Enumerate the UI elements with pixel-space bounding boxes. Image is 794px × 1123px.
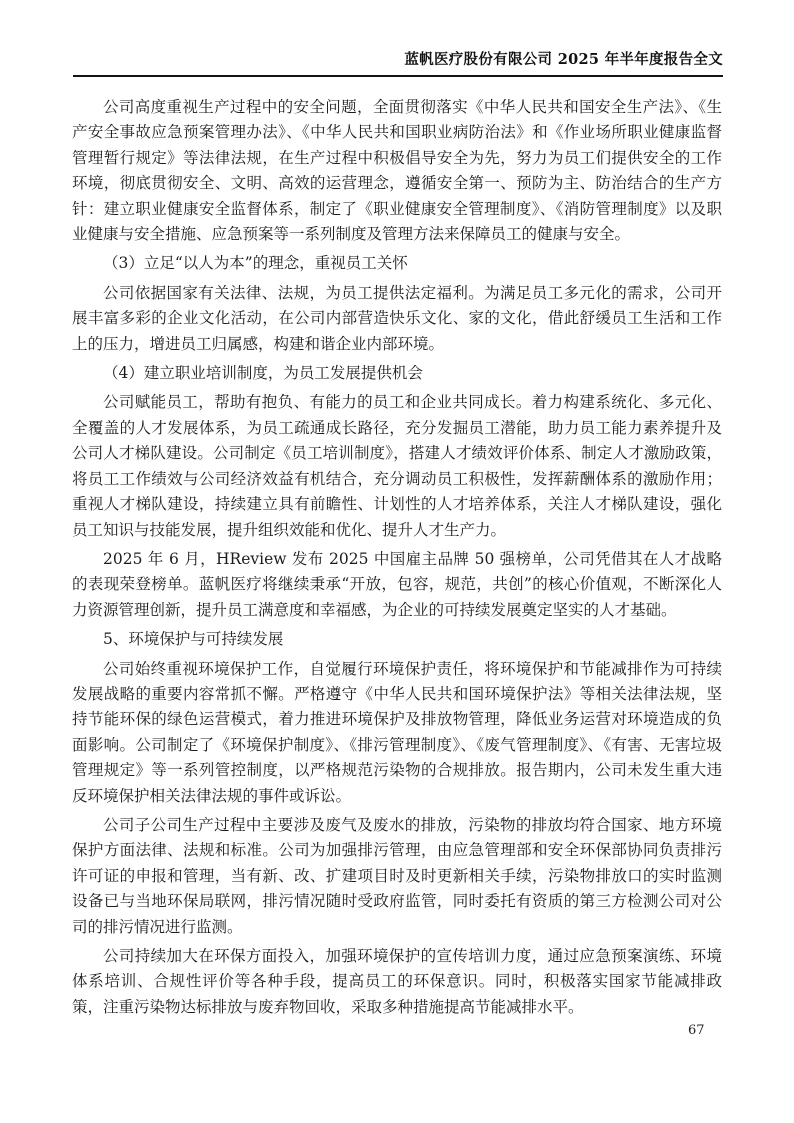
header-divider (73, 75, 723, 77)
paragraph-safety-production: 公司高度重视生产过程中的安全问题，全面贯彻落实《中华人民共和国安全生产法》、《生产安全事故应急预案管理办法》、《中华人民共和国职业病防治法》和《作业场所职业健康监督管理暂行规定》等法律法规，在生产过程中积极倡导安全为先，努力为员工们提供安全的工作环境，彻底贯彻安全、文明、高效的运营理念，遵循安全第一、预防为主、防治结合的生产方针：建立职业健康安全监督体系，制定了《职业健康安全管理制度》、《消防管理制度》以及职业健康与安全措施、应急预案等一系列制度及管理方法来保障员工的健康与安全。 (72, 98, 722, 244)
report-header-title: 蓝帆医疗股份有限公司 2025 年半年度报告全文 (404, 51, 723, 68)
page-header (73, 50, 723, 77)
section-heading-5-environment: 5、环境保护与可持续发展 (103, 630, 284, 649)
paragraph-hreview-employer-brand: 2025 年 6 月，HReview 发布 2025 中国雇主品牌 50 强榜单，公司凭借其在人才战略的表现荣登榜单。蓝帆医疗将继续秉承“开放，包容，规范，共创”的核心价值观，不断深化人力资源管理创新，提升员工满意度和幸福感，为企业的可持续发展奠定坚实的人才基础。 (72, 549, 722, 619)
page-number: 67 (688, 1023, 705, 1038)
paragraph-employee-welfare: 公司依据国家有关法律、法规，为员工提供法定福利。为满足员工多元化的需求，公司开展丰富多彩的企业文化活动，在公司内部营造快乐文化、家的文化，借此舒缓员工生活和工作上的压力，增进员工归属感，构建和谐企业内部环境。 (72, 283, 722, 353)
paragraph-environment-investment: 公司持续加大在环保方面投入，加强环境保护的宣传培训力度，通过应急预案演练、环境体系培训、合规性评价等各种手段，提高员工的环保意识。同时，积极落实国家节能减排政策，注重污染物达标排放与废弃物回收，采取多种措施提高节能减排水平。 (72, 947, 722, 1016)
paragraph-emission-management: 公司子公司生产过程中主要涉及废气及废水的排放，污染物的排放均符合国家、地方环境保护方面法律、法规和标准。公司为加强排污管理，由应急管理部和安全环保部协同负责排污许可证的申报和管理，当有新、改、扩建项目时及时更新相关手续，污染物排放口的实时监测设备已与当地环保局联网，排污情况随时受政府监管，同时委托有资质的第三方检测公司对公司的排污情况进行监测。 (72, 815, 722, 936)
document-body (72, 95, 722, 1024)
paragraph-talent-development: 公司赋能员工，帮助有抱负、有能力的员工和企业共同成长。着力构建系统化、多元化、全覆盖的人才发展体系，为员工疏通成长路径，充分发掘员工潜能，助力员工能力素养提升及公司人才梯队建设。公司制定《员工培训制度》，搭建人才绩效评价体系、制定人才激励政策，将员工工作绩效与公司经济效益有机结合，充分调动员工积极性，发挥薪酬体系的激励作用；重视人才梯队建设，持续建立具有前瞻性、计划性的人才培养体系，关注人才梯队建设，强化员工知识与技能发展，提升组织效能和优化、提升人才生产力。 (72, 393, 722, 539)
section-heading-3-people-oriented: （3）立足“以人为本”的理念，重视员工关怀 (103, 254, 408, 273)
paragraph-environment-policy: 公司始终重视环境保护工作，自觉履行环境保护责任，将环境保护和节能减排作为可持续发展战略的重要内容常抓不懈。严格遵守《中华人民共和国环境保护法》等相关法律法规，坚持节能环保的绿色运营模式，着力推进环境保护及排放物管理，降低业务运营对环境造成的负面影响。公司制定了《环境保护制度》、《排污管理制度》、《废气管理制度》、《有害、无害垃圾管理规定》等一系列管控制度，以严格规范污染物的合规排放。报告期内，公司未发生重大违反环境保护相关法律法规的事件或诉讼。 (72, 659, 722, 805)
section-heading-4-training-system: （4）建立职业培训制度，为员工发展提供机会 (103, 364, 423, 383)
